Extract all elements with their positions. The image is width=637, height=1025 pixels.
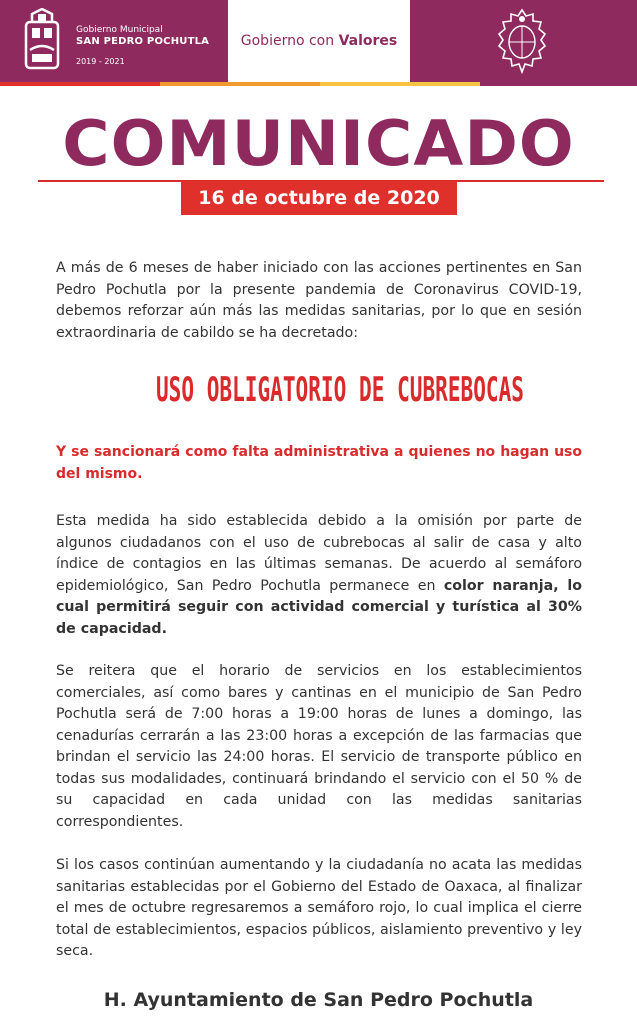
schedule-paragraph: Se reitera que el horario de servicios en los establecimientos comerciales, así como bares y cantinas en el municipio de San Pedro Pochutla será de 7:00 horas a 19:00 horas de lunes a domingo, las cenadurías cerrarán a las 23:00 horas a excepción de las farmacias que brindan el servicio las 24:00 horas. El servicio de transporte público en todas sus modalidades, continuará brindando el servicio con el 50 % de su capacidad en cada unidad con las medidas sanitarias correspondientes. <box>56 663 582 830</box>
color-stripe-red <box>0 82 160 86</box>
color-stripe-purple <box>480 82 637 86</box>
municipality-label: Gobierno Municipal <box>76 25 163 35</box>
slogan-prefix: Gobierno con <box>240 33 339 49</box>
headline: USO OBLIGATORIO DE CUBREBOCAS <box>155 370 524 410</box>
measures-paragraph <box>56 511 582 640</box>
state-seal-icon <box>495 6 549 76</box>
sanction-notice: Y se sancionará como falta administrativa a quienes no hagan uso del mismo. <box>56 444 582 482</box>
administration-years: 2019 - 2021 <box>76 57 125 66</box>
warning-paragraph: Si los casos continúan aumentando y la ciudadanía no acata las medidas sanitarias establecidas por el Gobierno del Estado de Oaxaca, al finalizar el mes de octubre regresaremos a semáforo rojo, lo cual implica el cierre total de establecimientos, espacios públicos, aislamiento preventivo y ley seca. <box>56 857 582 959</box>
measures-text: Esta medida ha sido establecida debido a la omisión por parte de algunos ciudadanos con el uso de cubrebocas al salir de casa y alto índice de contagios en las últimas semanas. De acuerdo al semáforo epidemiológico, San Pedro Pochutla permanece en <box>56 513 582 594</box>
date-badge: 16 de octubre de 2020 <box>181 181 457 215</box>
slogan-bold: Valores <box>338 33 398 49</box>
municipality-name: SAN PEDRO POCHUTLA <box>76 36 210 47</box>
intro-paragraph: A más de 6 meses de haber iniciado con las acciones pertinentes en San Pedro Pochutla por la presente pandemia de Coronavirus COVID-19, debemos reforzar aún más las medidas sanitarias, por lo que en sesión extraordinaria de cabildo se ha decretado: <box>56 260 582 341</box>
color-stripe-yellow <box>320 82 480 86</box>
slogan <box>228 32 410 50</box>
color-stripe-orange <box>160 82 320 86</box>
page-title: COMUNICADO <box>62 107 575 180</box>
municipal-logo-icon <box>20 8 64 72</box>
measures-bold-text: color naranja, lo cual permitirá seguir con actividad comercial y turística al 30% de capacidad. <box>56 577 582 637</box>
footer-signature: H. Ayuntamiento de San Pedro Pochutla <box>103 989 534 1011</box>
